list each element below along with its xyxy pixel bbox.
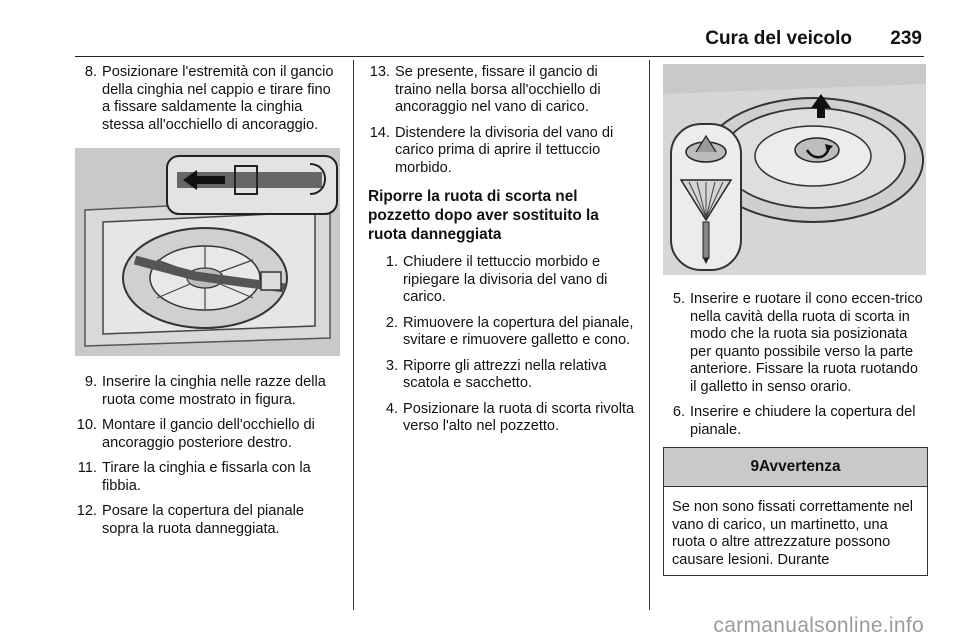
step-text: Inserire e chiudere la copertura del pianale.	[690, 404, 916, 438]
step-text: Posizionare l'estremità con il gancio della cinghia nel cappio e tirare fino a fissare saldamente la cinghia stessa all'occhiello di ancoraggio.	[102, 64, 334, 133]
step-text: Se presente, fissare il gancio di traino nella borsa all'occhiello di ancoraggio nel vano di carico.	[395, 64, 601, 115]
section-heading: Riporre la ruota di scorta nel pozzetto dopo aver sostituito la ruota danneggiata	[368, 188, 599, 243]
warning-box	[663, 447, 928, 576]
list-item	[663, 291, 928, 396]
step-number: 8.	[84, 64, 97, 80]
step-number: 14.	[369, 124, 390, 141]
column-3	[663, 64, 928, 576]
list-item	[376, 315, 638, 350]
warning-title: Avvertenza	[759, 458, 841, 475]
header-rule	[75, 56, 924, 57]
watermark: carmanualsonline.info	[713, 614, 924, 637]
step-number: 11.	[77, 460, 97, 476]
column-divider-2	[649, 60, 650, 610]
warning-header	[664, 448, 927, 487]
step-number: 13.	[369, 64, 390, 80]
step-text: Rimuovere la copertura del pianale, svitare e rimuovere galletto e cono.	[403, 314, 634, 348]
step-number: 12.	[76, 503, 97, 519]
header-title: Cura del veicolo	[705, 28, 852, 49]
warning-body: Se non sono fissati correttamente nel vano di carico, un martinetto, una ruota o altre attrezzature possono causare lesioni. Durante	[672, 499, 913, 568]
step-number: 4.	[385, 400, 398, 417]
list-item	[75, 417, 340, 452]
step-text: Distendere la divisoria del vano di carico prima di aprire il tettuccio morbido.	[395, 124, 614, 176]
step-number: 1.	[385, 254, 398, 270]
list-item	[368, 125, 638, 178]
column-2	[368, 64, 638, 444]
step-text: Montare il gancio dell'occhiello di ancoraggio posteriore destro.	[102, 417, 315, 451]
list-item	[75, 64, 340, 134]
step-number: 2.	[385, 314, 398, 331]
step-number: 3.	[385, 357, 398, 374]
list-item	[376, 401, 638, 436]
list-item	[75, 503, 340, 538]
step-number: 9.	[84, 374, 97, 390]
step-number: 6.	[672, 404, 685, 420]
list-item	[376, 358, 638, 393]
step-number: 10.	[76, 417, 97, 433]
step-number: 5.	[672, 291, 685, 307]
column-1	[75, 64, 340, 546]
step-text: Riporre gli attrezzi nella relativa scatola e sacchetto.	[403, 357, 607, 391]
list-item	[368, 64, 638, 117]
list-item	[75, 374, 340, 409]
step-text: Inserire e ruotare il cono eccen-trico nella cavità della ruota di scorta in modo che la ruota sia posizionata per quanto possibile verso la parte anteriore. Fissare la ruota ruotando il galletto in senso orario.	[690, 291, 923, 395]
list-item	[75, 460, 340, 495]
step-text: Posizionare la ruota di scorta rivolta verso l'alto nel pozzetto.	[403, 400, 635, 434]
sub-list	[368, 254, 638, 436]
step-text: Chiudere il tettuccio morbido e ripiegare la divisoria del vano di carico.	[403, 254, 608, 305]
strap-illustration	[75, 148, 340, 356]
page-number: 239	[890, 28, 922, 49]
spare-wheel-cone-illustration	[663, 64, 926, 275]
step-text: Posare la copertura del pianale sopra la ruota danneggiata.	[102, 503, 305, 537]
list-item	[376, 254, 638, 307]
list-item	[663, 404, 928, 439]
column-divider-1	[353, 60, 354, 610]
step-text: Inserire la cinghia nelle razze della ruota come mostrato in figura.	[102, 374, 326, 408]
warning-icon: 9	[750, 458, 759, 475]
step-text: Tirare la cinghia e fissarla con la fibbia.	[102, 460, 311, 494]
